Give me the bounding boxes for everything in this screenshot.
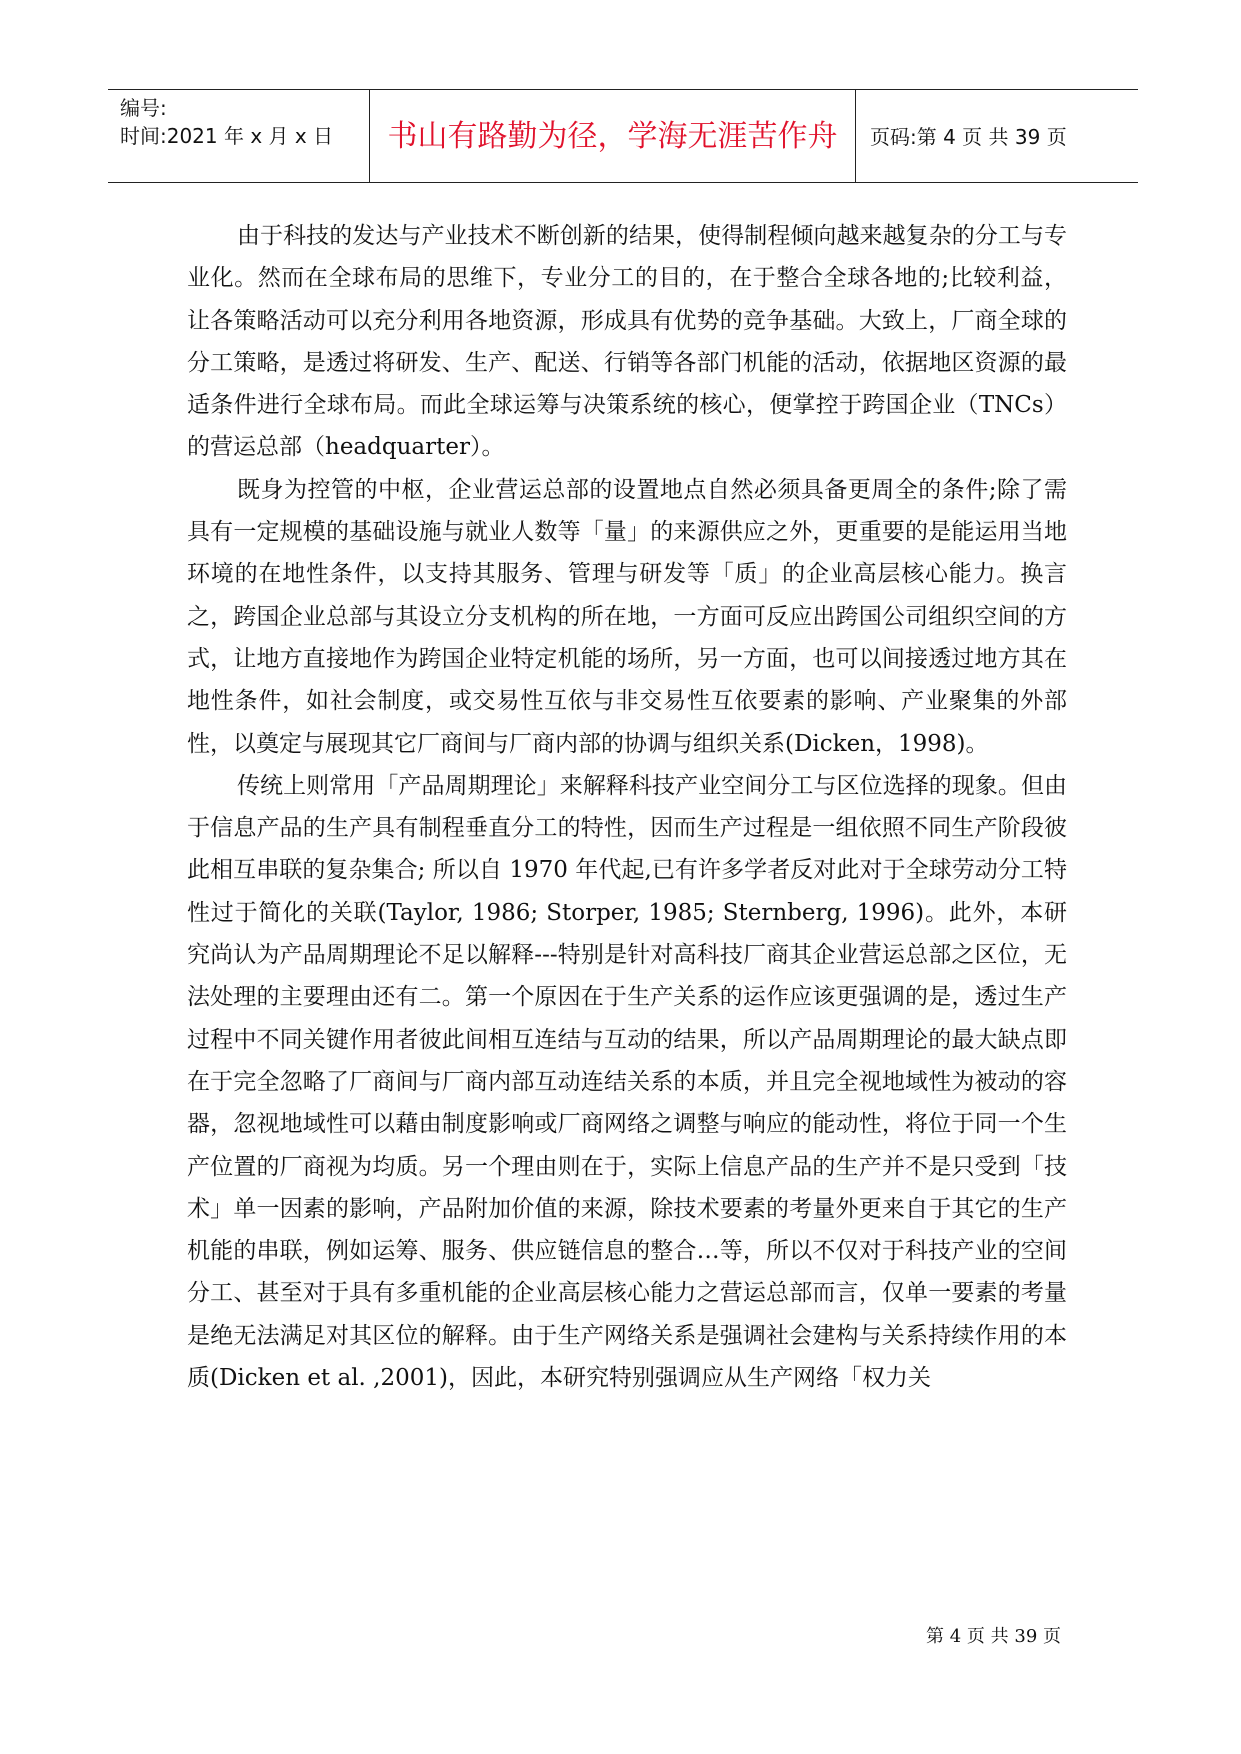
page-header [108,89,1138,183]
page-footer: 第 4 页 共 39 页 [926,1626,1061,1647]
header-motto: 书山有路勤为径，学海无涯苦作舟 [370,90,856,182]
header-info-cell [108,90,370,182]
header-page-code: 页码:第 4 页 共 39 页 [870,125,1067,149]
paragraph: 传统上则常用「产品周期理论」来解释科技产业空间分工与区位选择的现象。但由于信息产品的生产具有制程垂直分工的特性，因而生产过程是一组依照不同生产阶段彼此相互串联的复杂集合; 所以自 1970 年代起,已有许多学者反对此对于全球劳动分工特性过于简化的关联(Taylor, 1986; Storper, 1985; Sternberg, 1996)。此外，本研究尚认为产品周期理论不足以解释---特别是针对高科技厂商其企业营运总部之区位，无法处理的主要理由还有二。第一个原因在于生产关系的运作应该更强调的是，透过生产过程中不同关键作用者彼此间相互连结与互动的结果，所以产品周期理论的最大缺点即在于完全忽略了厂商间与厂商内部互动连结关系的本质，并且完全视地域性为被动的容器，忽视地域性可以藉由制度影响或厂商网络之调整与响应的能动性，将位于同一个生产位置的厂商视为均质。另一个理由则在于，实际上信息产品的生产并不是只受到「技术」单一因素的影响，产品附加价值的来源，除技术要素的考量外更来自于其它的生产机能的串联，例如运筹、服务、供应链信息的整合…等，所以不仅对于科技产业的空间分工、甚至对于具有多重机能的企业高层核心能力之营运总部而言，仅单一要素的考量是绝无法满足对其区位的解释。由于生产网络关系是强调社会建构与关系持续作用的本质(Dicken et al. ,2001)，因此，本研究特别强调应从生产网络「权力关 [187,772,1067,1392]
date-label: 时间:2021 年 x 月 x 日 [120,124,334,148]
document-body [187,215,1067,1399]
paragraph: 既身为控管的中枢，企业营运总部的设置地点自然必须具备更周全的条件;除了需具有一定规模的基础设施与就业人数等「量」的来源供应之外，更重要的是能运用当地环境的在地性条件，以支持其服务、管理与研发等「质」的企业高层核心能力。换言之，跨国企业总部与其设立分支机构的所在地，一方面可反应出跨国公司组织空间的方式，让地方直接地作为跨国企业特定机能的场所，另一方面，也可以间接透过地方其在地性条件，如社会制度，或交易性互依与非交易性互依要素的影响、产业聚集的外部性，以奠定与展现其它厂商间与厂商内部的协调与组织关系(Dicken，1998)。 [187,476,1067,757]
paragraph: 由于科技的发达与产业技术不断创新的结果，使得制程倾向越来越复杂的分工与专业化。然而在全球布局的思维下，专业分工的目的，在于整合全球各地的;比较利益，让各策略活动可以充分利用各地资源，形成具有优势的竞争基础。大致上，厂商全球的分工策略，是透过将研发、生产、配送、行销等各部门机能的活动，依据地区资源的最适条件进行全球布局。而此全球运筹与决策系统的核心，便掌控于跨国企业（TNCs）的营运总部（headquarter）。 [187,223,1067,461]
serial-number-label: 编号: [120,96,167,120]
